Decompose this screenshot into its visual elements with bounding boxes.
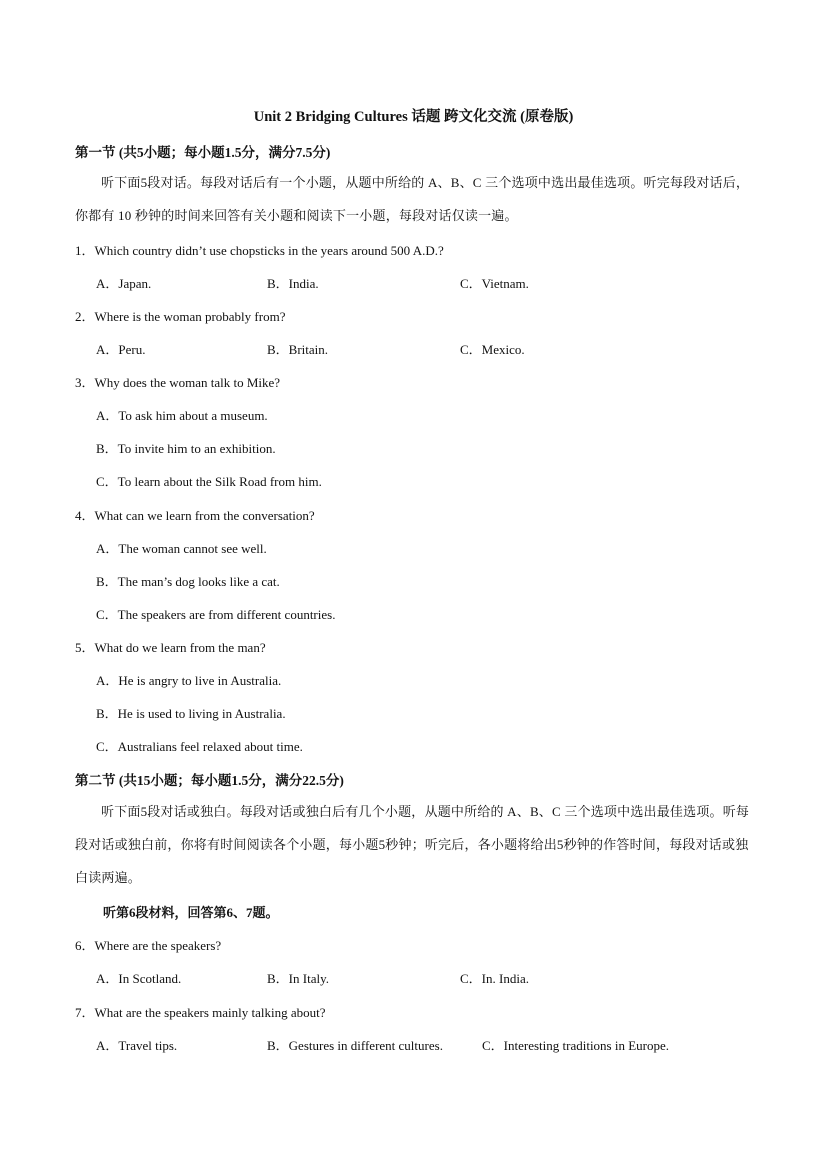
page-title: Unit 2 Bridging Cultures 话题 跨文化交流 (原卷版) — [253, 109, 574, 125]
q5-option-a: A．He is angry to live in Australia. — [96, 673, 282, 688]
q7-option-c: C．Interesting traditions in Europe. — [482, 1038, 670, 1053]
q4-option-a: A．The woman cannot see well. — [96, 541, 267, 556]
material-6-subheading: 听第6段材料，回答第6、7题。 — [103, 905, 279, 920]
q1-option-b: B．India. — [267, 276, 319, 291]
q2-option-a: A．Peru. — [96, 342, 146, 357]
q2-option-c: C．Mexico. — [460, 342, 525, 357]
section1-instructions: 听下面5段对话。每段对话后有一个小题，从题中所给的 A、B、C 三个选项中选出最佳选项。听完每段对话后，你都有 10 秒钟的时间来回答有关小题和阅读下一小题，每段对话仅读一遍。 — [75, 175, 750, 223]
q1-option-a: A．Japan. — [96, 276, 152, 291]
q7-option-a: A．Travel tips. — [96, 1038, 178, 1053]
q5-option-c: C．Australians feel relaxed about time. — [96, 739, 303, 754]
question-7: 7．What are the speakers mainly talking about? — [75, 1005, 326, 1020]
q5-option-b: B．He is used to living in Australia. — [96, 706, 286, 721]
section2-instructions: 听下面5段对话或独白。每段对话或独白后有几个小题，从题中所给的 A、B、C 三个选项中选出最佳选项。听每段对话或独白前，你将有时间阅读各个小题，每小题5秒钟；听完后，各小题将给出5秒钟的作答时间，每段对话或独白读两遍。 — [75, 804, 750, 885]
q4-option-c: C．The speakers are from different countries. — [96, 607, 336, 622]
q3-option-a: A．To ask him about a museum. — [96, 408, 268, 423]
q2-option-b: B．Britain. — [267, 342, 329, 357]
section1-heading: 第一节 (共5小题；每小题1.5分，满分7.5分) — [75, 145, 331, 160]
q4-option-b: B．The man’s dog looks like a cat. — [96, 574, 280, 589]
question-4: 4．What can we learn from the conversation? — [75, 508, 315, 523]
q1-option-c: C．Vietnam. — [460, 276, 529, 291]
section2-heading: 第二节 (共15小题；每小题1.5分，满分22.5分) — [75, 773, 344, 788]
q6-option-c: C．In. India. — [460, 971, 529, 986]
question-1: 1．Which country didn’t use chopsticks in the years around 500 A.D.? — [75, 243, 444, 258]
question-5: 5．What do we learn from the man? — [75, 640, 266, 655]
q6-option-b: B．In Italy. — [267, 971, 329, 986]
q3-option-c: C．To learn about the Silk Road from him. — [96, 474, 322, 489]
q6-option-a: A．In Scotland. — [96, 971, 182, 986]
question-6: 6．Where are the speakers? — [75, 938, 222, 953]
q3-option-b: B．To invite him to an exhibition. — [96, 441, 276, 456]
q7-option-b: B．Gestures in different cultures. — [267, 1038, 443, 1053]
question-3: 3．Why does the woman talk to Mike? — [75, 375, 281, 390]
question-2: 2．Where is the woman probably from? — [75, 309, 286, 324]
